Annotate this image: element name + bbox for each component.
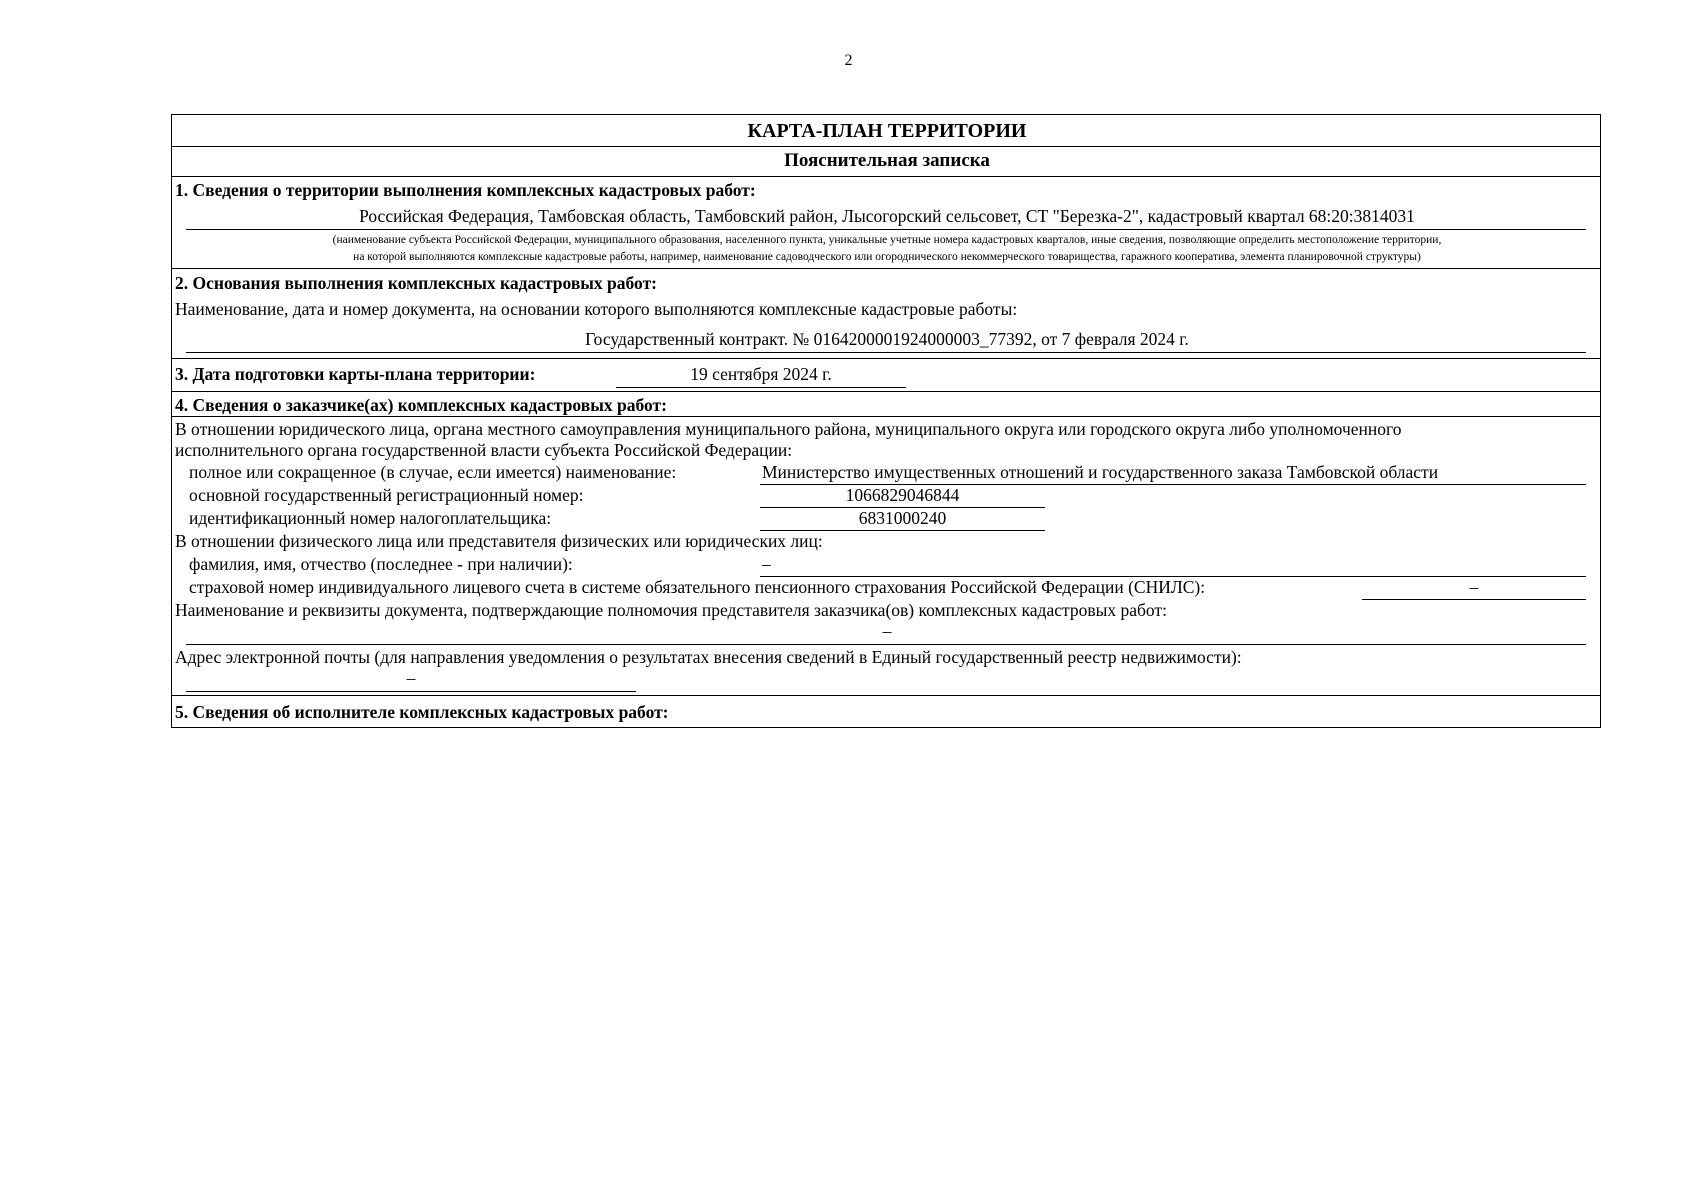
divider [172, 416, 1600, 417]
inn-value: 6831000240 [858, 508, 947, 528]
divider [172, 358, 1600, 359]
divider [172, 268, 1600, 269]
customer-name-value: Министерство имущественных отношений и государственного заказа Тамбовской области [762, 462, 1439, 482]
document-title: КАРТА-ПЛАН ТЕРРИТОРИИ [747, 120, 1027, 142]
section3-date-value: 19 сентября 2024 г. [690, 364, 832, 384]
person-intro: В отношении физического лица или представителя физических или юридических лиц: [175, 531, 823, 551]
underline [1362, 599, 1586, 600]
email-label: Адрес электронной почты (для направления уведомления о результатах внесения сведений в Единый государственный реестр недвижимости): [175, 647, 1242, 667]
section1-note-line1: (наименование субъекта Российской Федерации, муниципального образования, населенного пункта, уникальные учетные номера кадастровых кварталов, иные сведения, позволяющие определить местоположение территории, [332, 234, 1442, 246]
document-subtitle: Пояснительная записка [784, 150, 990, 171]
section4-heading: 4. Сведения о заказчике(ах) комплексных кадастровых работ: [175, 395, 667, 415]
divider [172, 176, 1600, 177]
divider [172, 391, 1600, 392]
fio-value: – [762, 554, 771, 574]
underline [616, 387, 906, 388]
divider [172, 695, 1600, 696]
underline [186, 644, 1586, 645]
ogrn-value: 1066829046844 [845, 485, 960, 505]
snils-value: – [1469, 577, 1479, 597]
section1-note-line2: на которой выполняются комплексные кадастровые работы, например, наименование садоводческого или огороднического некоммерческого товарищества, гаражного кооператива, элемента планировочной структуры) [353, 251, 1421, 263]
underline [186, 691, 636, 692]
email-value: – [406, 668, 416, 688]
inn-label: идентификационный номер налогоплательщика: [189, 508, 552, 528]
doc-value: – [882, 621, 892, 641]
underline [186, 229, 1586, 230]
section4-legal-intro-line1: В отношении юридического лица, органа местного самоуправления муниципального района, муниципального округа или городского округа либо уполномоченного [175, 419, 1402, 439]
section5-heading: 5. Сведения об исполнителе комплексных кадастровых работ: [175, 702, 669, 722]
underline [186, 352, 1586, 353]
document-table [171, 114, 1601, 728]
ogrn-label: основной государственный регистрационный номер: [189, 485, 584, 505]
section2-contract-value: Государственный контракт. № 0164200001924000003_77392, от 7 февраля 2024 г. [585, 329, 1189, 349]
section2-heading: 2. Основания выполнения комплексных кадастровых работ: [175, 273, 658, 293]
section1-heading: 1. Сведения о территории выполнения комплексных кадастровых работ: [175, 180, 756, 200]
divider [172, 146, 1600, 147]
customer-name-label: полное или сокращенное (в случае, если имеется) наименование: [189, 462, 677, 482]
section1-territory-value: Российская Федерация, Тамбовская область, Тамбовский район, Лысогорский сельсовет, СТ "Березка-2", кадастровый квартал 68:20:3814031 [359, 206, 1415, 226]
doc-label: Наименование и реквизиты документа, подтверждающие полномочия представителя заказчика(ов) комплексных кадастровых работ: [175, 600, 1167, 620]
section2-label: Наименование, дата и номер документа, на основании которого выполняются комплексные кадастровые работы: [175, 299, 1018, 319]
fio-label: фамилия, имя, отчество (последнее - при наличии): [189, 554, 573, 574]
page-number: 2 [844, 52, 853, 69]
snils-label: страховой номер индивидуального лицевого счета в системе обязательного пенсионного страхования Российской Федерации (СНИЛС): [189, 577, 1206, 597]
section4-legal-intro-line2: исполнительного органа государственной власти субъекта Российской Федерации: [175, 440, 793, 460]
section3-heading: 3. Дата подготовки карты-плана территории: [175, 364, 536, 384]
